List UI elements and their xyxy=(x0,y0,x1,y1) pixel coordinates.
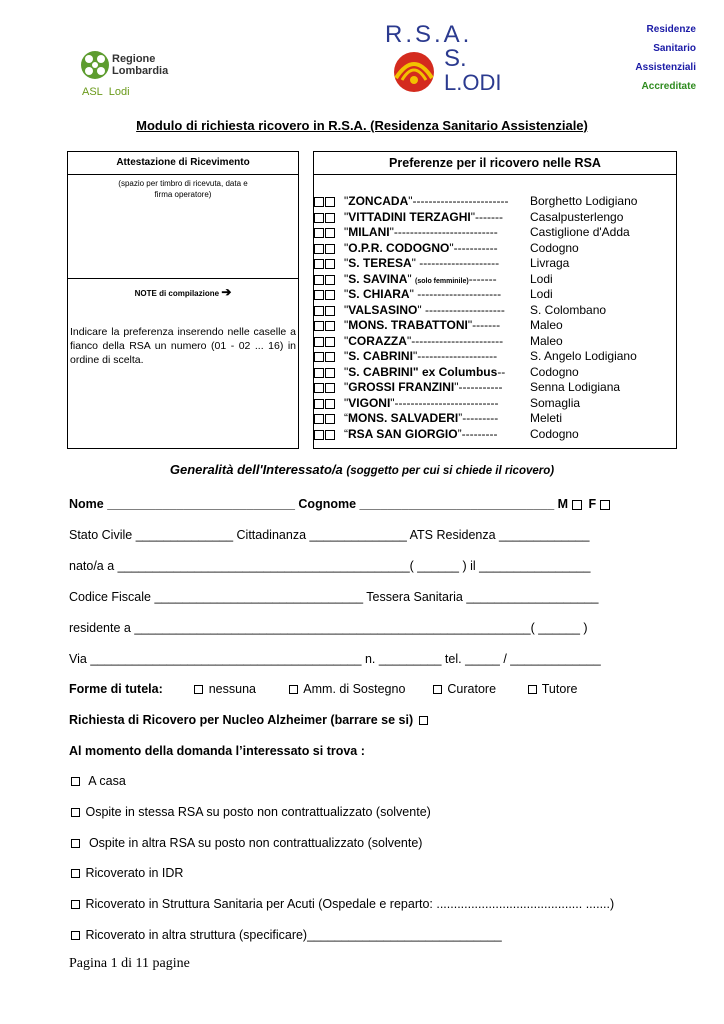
cf-label: Codice Fiscale xyxy=(69,590,151,604)
ts-label: Tessera Sanitaria xyxy=(366,590,463,604)
instruction-text: Indicare la preferenza inserendo nelle caselle a fianco della RSA un numero (01 - 02 ... 16) in ordine di scelta. xyxy=(70,326,296,366)
rsa-town: S. Angelo Lodigiano xyxy=(530,349,637,363)
rsa-rank-boxes[interactable] xyxy=(314,274,337,285)
quote-close: " xyxy=(449,240,454,255)
rsa-name-text: S. CHIARA xyxy=(348,287,410,301)
region-line2: Lombardia xyxy=(112,65,169,77)
quote-open: " xyxy=(344,240,349,255)
dash-leader: --------- xyxy=(461,426,498,441)
location-stessa-rsa-checkbox[interactable] xyxy=(71,808,80,817)
page-footer: Pagina 1 di 11 pagine xyxy=(69,956,190,971)
dash-leader: ----------------------- xyxy=(411,333,504,348)
rsa-name xyxy=(344,225,498,241)
rank-digit-box[interactable] xyxy=(325,197,335,207)
location-question: Al momento della domanda l’interessato si trova : xyxy=(69,744,365,758)
note-text: NOTE di compilazione xyxy=(134,289,220,298)
quote-open: " xyxy=(344,333,349,348)
tutela-amm-checkbox[interactable] xyxy=(289,685,298,694)
nato-label: nato/a a xyxy=(69,559,115,573)
rank-digit-box[interactable] xyxy=(325,244,335,254)
rsa-row xyxy=(314,287,676,303)
rsa-rank-boxes[interactable] xyxy=(314,413,337,424)
location-idr-label: Ricoverato in IDR xyxy=(85,866,184,880)
quote-close: " xyxy=(412,349,418,363)
rank-digit-box[interactable] xyxy=(325,213,335,223)
residente-field[interactable]: _________________________________________________________( ______ ) xyxy=(134,621,588,635)
rsa-row xyxy=(314,365,676,381)
quote-close: " xyxy=(408,194,413,208)
rsa-name-text: S. CABRINI" ex Columbus xyxy=(348,364,498,379)
dash-leader: -------------------- xyxy=(421,302,505,317)
arrow-right-icon: ➔ xyxy=(221,285,232,299)
location-altra-struttura-checkbox[interactable] xyxy=(71,931,80,940)
quote-open: " xyxy=(344,256,349,270)
sex-f-checkbox[interactable] xyxy=(600,500,610,510)
ts-field[interactable]: ___________________ xyxy=(466,590,599,604)
rsa-name-text: ZONCADA xyxy=(348,194,409,208)
preferenze-box xyxy=(313,151,677,449)
rsa-name xyxy=(344,256,499,272)
il-field[interactable]: ________________ xyxy=(479,559,591,573)
regione-lombardia-name xyxy=(112,53,168,77)
rank-digit-box[interactable] xyxy=(325,368,335,378)
generalita-title-sub: (soggetto per cui si chiede il ricovero) xyxy=(346,465,555,477)
quote-open: " xyxy=(344,302,349,317)
rank-digit-box[interactable] xyxy=(325,306,335,316)
quote-open: " xyxy=(344,318,349,332)
rsa-name xyxy=(344,241,498,257)
rsa-rank-boxes[interactable] xyxy=(314,305,337,316)
quote-close: ” xyxy=(457,426,462,441)
location-stessa-rsa-label: Ospite in stessa RSA su posto non contrattualizzato (solvente) xyxy=(85,805,431,819)
location-option-altra-rsa xyxy=(69,836,422,850)
rsa-row xyxy=(314,210,676,226)
rsa-name-text: MONS. SALVADERI xyxy=(348,411,459,425)
dash-leader: -- xyxy=(497,364,506,379)
rsa-name xyxy=(344,303,505,319)
rsa-name xyxy=(344,396,498,412)
rsa-rank-boxes[interactable] xyxy=(314,429,337,440)
regione-lombardia-rose-icon xyxy=(80,50,110,80)
rsa-name-text: VALSASINO xyxy=(348,302,418,317)
rank-digit-box[interactable] xyxy=(325,337,335,347)
rsa-name-text: S. CABRINI xyxy=(348,349,413,363)
n-field[interactable]: _________ xyxy=(378,652,442,666)
rsa-row xyxy=(314,380,676,396)
side-assistenziali: Assistenziali xyxy=(635,62,696,73)
dash-leader: ----------- xyxy=(453,240,498,255)
tutela-label: Forme di tutela: xyxy=(69,682,163,696)
rsa-town: Borghetto Lodigiano xyxy=(530,194,638,208)
rank-digit-box[interactable] xyxy=(325,414,335,424)
quote-open: " xyxy=(344,364,349,379)
nato-row xyxy=(69,559,590,573)
nato-field[interactable]: __________________________________________( ______ ) xyxy=(117,559,467,573)
rsa-row xyxy=(314,349,676,365)
rsa-name-text: S. SAVINA xyxy=(348,271,408,286)
rsa-name xyxy=(344,318,500,334)
rsa-town: Codogno xyxy=(530,426,579,441)
tutela-tutore-label: Tutore xyxy=(541,682,578,696)
rank-digit-box[interactable] xyxy=(314,275,324,285)
stato-civile-row xyxy=(69,528,589,542)
rsa-name-text: S. TERESA xyxy=(348,256,412,270)
quote-close: " xyxy=(406,333,412,348)
quote-open: " xyxy=(344,380,349,394)
via-row xyxy=(69,652,601,666)
quote-open: " xyxy=(344,287,349,301)
rank-digit-box[interactable] xyxy=(325,290,335,300)
rank-digit-box[interactable] xyxy=(325,321,335,331)
rank-digit-box[interactable] xyxy=(325,399,335,409)
rsa-rank-boxes[interactable] xyxy=(314,382,337,393)
rank-digit-box[interactable] xyxy=(314,430,324,440)
rsa-name xyxy=(344,194,508,210)
rsa-name-text: O.P.R. CODOGNO xyxy=(348,240,450,255)
rsa-name xyxy=(344,427,498,443)
quote-close: " xyxy=(409,287,414,301)
dash-leader: --------------------- xyxy=(413,287,502,301)
rsa-logo-s: S. xyxy=(444,45,467,72)
side-sanitario: Sanitario xyxy=(653,43,696,54)
rsa-row xyxy=(314,303,676,319)
rsa-town: Castiglione d'Adda xyxy=(530,225,630,239)
rsa-row xyxy=(314,272,676,288)
rsa-name xyxy=(344,411,498,427)
rsa-name-text: MONS. TRABATTONI xyxy=(348,318,468,332)
rank-digit-box[interactable] xyxy=(314,306,324,316)
rsa-name xyxy=(344,210,503,226)
rank-digit-box[interactable] xyxy=(325,275,335,285)
page-title: Modulo di richiesta ricovero in R.S.A. (Residenza Sanitario Assistenziale) xyxy=(136,118,588,133)
sex-m-label: M xyxy=(557,497,569,511)
rsa-rank-boxes[interactable] xyxy=(314,243,337,254)
il-label: il xyxy=(470,559,476,573)
rsa-town: Lodi xyxy=(530,287,553,301)
rsa-list xyxy=(314,194,676,442)
preferenze-header: Preferenze per il ricovero nelle RSA xyxy=(314,152,676,175)
tutela-amm-label: Amm. di Sostegno xyxy=(303,682,406,696)
rsa-town: Casalpusterlengo xyxy=(530,209,624,224)
rank-digit-box[interactable] xyxy=(314,383,324,393)
nome-field[interactable]: ___________________________ xyxy=(107,497,295,511)
tel-label: tel. xyxy=(444,652,462,666)
side-residenze: Residenze xyxy=(646,24,696,35)
rsa-rank-boxes[interactable] xyxy=(314,289,337,300)
quote-open: " xyxy=(344,395,349,410)
via-label: Via xyxy=(69,652,87,666)
cf-field[interactable]: ______________________________ xyxy=(154,590,364,604)
rsa-logo-l: L.ODI xyxy=(444,70,502,95)
quote-open: “ xyxy=(344,426,348,441)
quote-close: " xyxy=(411,256,416,270)
rsa-rank-boxes[interactable] xyxy=(314,336,337,347)
codice-fiscale-row xyxy=(69,590,598,604)
sex-m-checkbox[interactable] xyxy=(572,500,582,510)
alzheimer-row xyxy=(69,713,430,727)
residente-label: residente a xyxy=(69,621,131,635)
ats-field[interactable]: _____________ xyxy=(499,528,590,542)
quote-close: " xyxy=(467,318,473,332)
attestazione-box xyxy=(67,151,299,449)
quote-close: " xyxy=(389,225,394,239)
rank-digit-box[interactable] xyxy=(314,352,324,362)
rsa-rank-boxes[interactable] xyxy=(314,196,337,207)
quote-close: " xyxy=(454,380,459,394)
rank-digit-box[interactable] xyxy=(314,399,324,409)
stamp-hint-1: (spazio per timbro di ricevuta, data e xyxy=(118,179,248,188)
location-idr-checkbox[interactable] xyxy=(71,869,80,878)
rank-digit-box[interactable] xyxy=(314,414,324,424)
quote-open: " xyxy=(344,194,349,208)
location-casa-checkbox[interactable] xyxy=(71,777,80,786)
rsa-town: Somaglia xyxy=(530,395,581,410)
tutela-curatore-label: Curatore xyxy=(447,682,497,696)
rsa-name-text: VIGONI xyxy=(348,395,391,410)
rank-digit-box[interactable] xyxy=(325,430,335,440)
rsa-rank-boxes[interactable] xyxy=(314,320,337,331)
dash-leader: -------------------------- xyxy=(393,225,498,239)
rsa-rank-boxes[interactable] xyxy=(314,351,337,362)
rsa-name xyxy=(344,365,505,381)
residente-row xyxy=(69,621,588,635)
dash-leader: ------- xyxy=(468,271,497,286)
rsa-row xyxy=(314,411,676,427)
rsa-town: Lodi xyxy=(530,271,553,286)
rank-digit-box[interactable] xyxy=(325,259,335,269)
rsa-row xyxy=(314,225,676,241)
stato-civile-label: Stato Civile xyxy=(69,528,133,542)
quote-close: " xyxy=(417,302,422,317)
quote-close: " xyxy=(390,395,395,410)
quote-open: " xyxy=(344,349,349,363)
dash-leader: ------- xyxy=(472,318,501,332)
nome-row xyxy=(69,497,610,511)
rsa-name-text: RSA SAN GIORGIO xyxy=(348,426,458,441)
rank-digit-box[interactable] xyxy=(314,244,324,254)
tel-field[interactable]: _____ / _____________ xyxy=(465,652,601,666)
rank-digit-box[interactable] xyxy=(314,259,324,269)
rank-digit-box[interactable] xyxy=(314,337,324,347)
asl-label xyxy=(82,86,130,98)
dash-leader: -------------------- xyxy=(417,349,498,363)
dash-leader: ----------- xyxy=(458,380,503,394)
cittadinanza-label: Cittadinanza xyxy=(236,528,307,542)
rsa-logo-r: R.S.A. xyxy=(385,21,473,48)
rsa-name xyxy=(344,287,501,303)
location-altra-rsa-label: Ospite in altra RSA su posto non contrattualizzato (solvente) xyxy=(88,836,423,850)
quote-close: " xyxy=(470,209,475,224)
asl-city: Lodi xyxy=(108,86,130,98)
tutela-curatore-checkbox[interactable] xyxy=(433,685,442,694)
dash-leader: ------------------------ xyxy=(412,194,509,208)
rsa-row xyxy=(314,396,676,412)
quote-open: " xyxy=(344,225,349,239)
rank-digit-box[interactable] xyxy=(314,368,324,378)
location-casa-label: A casa xyxy=(88,774,126,788)
via-field[interactable]: _______________________________________ xyxy=(90,652,362,666)
rsa-town: Codogno xyxy=(530,364,579,379)
rsa-name xyxy=(344,349,497,365)
rsa-name-text: GROSSI FRANZINI xyxy=(348,380,455,394)
rank-digit-box[interactable] xyxy=(314,197,324,207)
note-label xyxy=(68,279,298,299)
location-altra-rsa-checkbox[interactable] xyxy=(71,839,80,848)
rsa-row xyxy=(314,427,676,443)
rsa-town: Meleti xyxy=(530,411,563,425)
rsa-town: S. Colombano xyxy=(530,302,607,317)
location-acuti-label: Ricoverato in Struttura Sanitaria per Acuti (Ospedale e reparto: .......................................... .......) xyxy=(85,897,615,911)
sex-f-label: F xyxy=(588,497,597,511)
rsa-town: Codogno xyxy=(530,240,579,255)
rank-digit-box[interactable] xyxy=(325,352,335,362)
rsa-name-text: MILANI xyxy=(348,225,390,239)
rank-digit-box[interactable] xyxy=(325,228,335,238)
rank-digit-box[interactable] xyxy=(314,321,324,331)
rsa-rank-boxes[interactable] xyxy=(314,398,337,409)
side-accreditate: Accreditate xyxy=(641,81,696,92)
rsa-name-text: VITTADINI TERZAGHI xyxy=(348,209,471,224)
rank-digit-box[interactable] xyxy=(325,383,335,393)
rsa-name-text: CORAZZA xyxy=(348,333,407,348)
location-option-casa xyxy=(69,774,126,788)
rsa-slodi-logo xyxy=(382,20,517,95)
tutela-nessuna-checkbox[interactable] xyxy=(194,685,203,694)
tutela-row xyxy=(69,682,577,696)
dash-leader: -------------------- xyxy=(415,256,500,270)
cittadinanza-field[interactable]: ______________ xyxy=(309,528,407,542)
rsa-rank-boxes[interactable] xyxy=(314,367,337,378)
quote-open: " xyxy=(344,209,349,224)
region-line1: Regione xyxy=(112,53,156,65)
location-option-acuti xyxy=(69,897,614,911)
dash-leader: --------- xyxy=(462,411,499,425)
n-label: n. xyxy=(364,652,376,666)
rsa-row xyxy=(314,318,676,334)
rsa-row xyxy=(314,194,676,210)
quote-open: " xyxy=(344,271,349,286)
cognome-label: Cognome xyxy=(298,497,357,511)
rsa-town: Maleo xyxy=(530,333,563,348)
rsa-rank-boxes[interactable] xyxy=(314,212,337,223)
generalita-title-main: Generalità dell'Interessato/a xyxy=(169,462,343,477)
location-acuti-checkbox[interactable] xyxy=(71,900,80,909)
tutela-tutore-checkbox[interactable] xyxy=(528,685,537,694)
alzheimer-checkbox[interactable] xyxy=(419,716,428,725)
rsa-note: (solo femminile) xyxy=(415,277,469,285)
stamp-area xyxy=(68,175,298,279)
rsa-name xyxy=(344,334,503,350)
rsa-rank-boxes[interactable] xyxy=(314,227,337,238)
quote-close: " xyxy=(407,271,412,286)
rank-digit-box[interactable] xyxy=(314,228,324,238)
generalita-title xyxy=(0,462,724,477)
rsa-row xyxy=(314,241,676,257)
location-option-stessa-rsa xyxy=(69,805,431,819)
rsa-rank-boxes[interactable] xyxy=(314,258,337,269)
stamp-hint-2: firma operatore) xyxy=(154,190,212,199)
alzheimer-label: Richiesta di Ricovero per Nucleo Alzheimer (barrare se si) xyxy=(69,713,414,727)
cognome-field[interactable]: ____________________________ xyxy=(359,497,555,511)
ats-label: ATS Residenza xyxy=(409,528,496,542)
asl-text: ASL xyxy=(82,86,103,98)
rsa-row xyxy=(314,334,676,350)
rank-digit-box[interactable] xyxy=(314,213,324,223)
location-option-idr xyxy=(69,866,183,880)
tutela-nessuna-label: nessuna xyxy=(208,682,256,696)
attestazione-header: Attestazione di Ricevimento xyxy=(68,152,298,175)
dash-leader: -------------------------- xyxy=(394,395,499,410)
rsa-name xyxy=(344,380,503,396)
rsa-town: Livraga xyxy=(530,256,570,270)
rsa-town: Maleo xyxy=(530,318,563,332)
quote-close: ” xyxy=(458,411,463,425)
rsa-row xyxy=(314,256,676,272)
stato-civile-field[interactable]: ______________ xyxy=(135,528,234,542)
dash-leader: ------- xyxy=(474,209,503,224)
rank-digit-box[interactable] xyxy=(314,290,324,300)
quote-open: “ xyxy=(344,411,348,425)
rsa-town: Senna Lodigiana xyxy=(530,380,621,394)
location-altra-struttura-label: Ricoverato in altra struttura (specificare)____________________________ xyxy=(85,928,502,942)
rsa-swirl-icon xyxy=(394,52,434,92)
location-option-altra-struttura xyxy=(69,928,502,942)
nome-label: Nome xyxy=(69,497,104,511)
